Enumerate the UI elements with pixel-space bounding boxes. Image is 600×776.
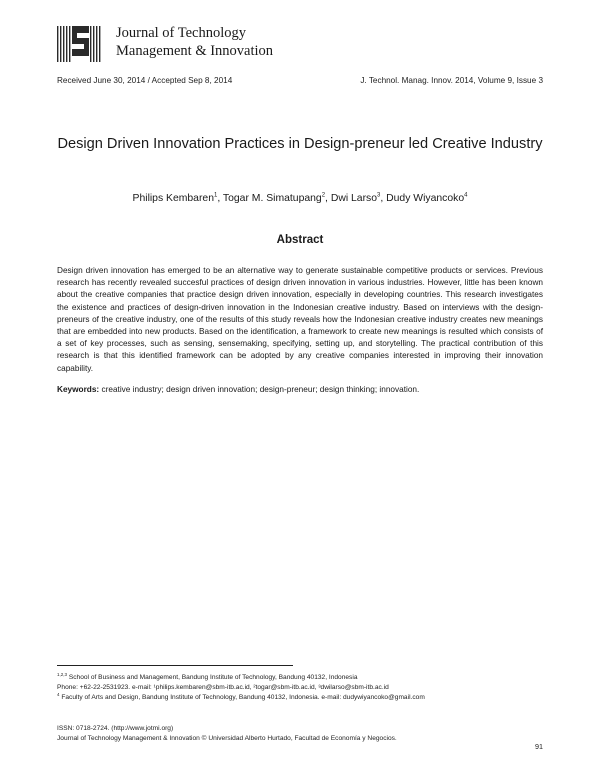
author-name: Philips Kembaren (132, 193, 214, 204)
page-number: 91 (535, 742, 543, 751)
footnote-mark: 4 (57, 691, 60, 697)
author-list: Philips Kembaren$^1$, Togar M. Simatupang$^2$, Dwi Larso$^3$, Dudy Wiyancoko$^4$ (132, 192, 468, 204)
footnotes (57, 673, 543, 703)
journal-name-line2: Management & Innovation (116, 43, 274, 59)
keywords-text: creative industry; design driven innovation; design-preneur; design thinking; innovation. (101, 385, 420, 394)
author-name: Dwi Larso (330, 193, 378, 204)
journal-citation: J. Technol. Manag. Innov. 2014, Volume 9, Issue 3 (360, 76, 543, 85)
keywords-label: Keywords: (57, 385, 100, 394)
journal-name (116, 24, 273, 60)
received-accepted-dates: Received June 30, 2014 / Accepted Sep 8, 2014 (57, 76, 233, 85)
article-title: Design Driven Innovation Practices in Design-preneur led Creative Industry (57, 136, 543, 152)
footer-publication-info (57, 724, 543, 744)
issn-line: ISSN: 0718-2724. (http://www.jotmi.org) (57, 725, 174, 732)
author-affiliation-mark: 3 (377, 192, 381, 199)
footnote-affiliation-1 (57, 673, 543, 683)
publisher-line: Journal of Technology Management & Innovation © Universidad Alberto Hurtado, Facultad de Economía y Negocios. (57, 735, 397, 742)
author-name: Togar M. Simatupang (222, 193, 322, 204)
keywords (57, 384, 543, 396)
footnote-mark: 1,2,3 (57, 671, 68, 677)
author-affiliation-mark: 1 (213, 192, 218, 199)
journal-logo-icon (57, 24, 101, 64)
footnote-affiliation-2 (57, 693, 543, 703)
author-affiliation-mark: 2 (321, 192, 326, 199)
footnote-affiliation-text: School of Business and Management, Bandung Institute of Technology, Bandung 40132, Indonesia (68, 674, 358, 681)
footnote-affiliation-text: Faculty of Arts and Design, Bandung Institute of Technology, Bandung 40132, Indonesia. e-mail: dudywiyancoko@gmail.com (61, 694, 425, 701)
abstract-heading: Abstract (276, 234, 324, 246)
abstract-text: Design driven innovation has emerged to be an alternative way to generate sustainable competitive products or services. Previous research has recently revealed succesful practices of design driven innovation in various industries. However, little has been known about the creative companies that practice design driven innovation, especially in developing countries. This research investigates the existence and practices of design-driven innovation in the Indonesian creative industry. Based on interviews with the design-preneurs of the creative industry, one of the results of this study reveals how the Indonesian creative industry creates new meanings that are embedded into new products. Based on the identification, a framework to create new meanings is resulted which consists of a set of key processes, such as sensing, sensemaking, specifying, setting up, and storytelling. The practical contribution of this research is that this identified framework can be adopted by any creative companies interested in improving their innovation capability. (57, 266, 543, 373)
author-affiliation-mark: 4 (464, 192, 468, 199)
author-name: Dudy Wiyancoko (386, 193, 465, 204)
footnote-divider (57, 665, 293, 666)
journal-name-line1: Journal of Technology (116, 25, 246, 41)
footnote-contact: Phone: +62-22-2531923. e-mail: ¹philips.kembaren@sbm-itb.ac.id, ²togar@sbm-itb.ac.id, ³dwilarso@sbm-itb.ac.id (57, 684, 389, 691)
